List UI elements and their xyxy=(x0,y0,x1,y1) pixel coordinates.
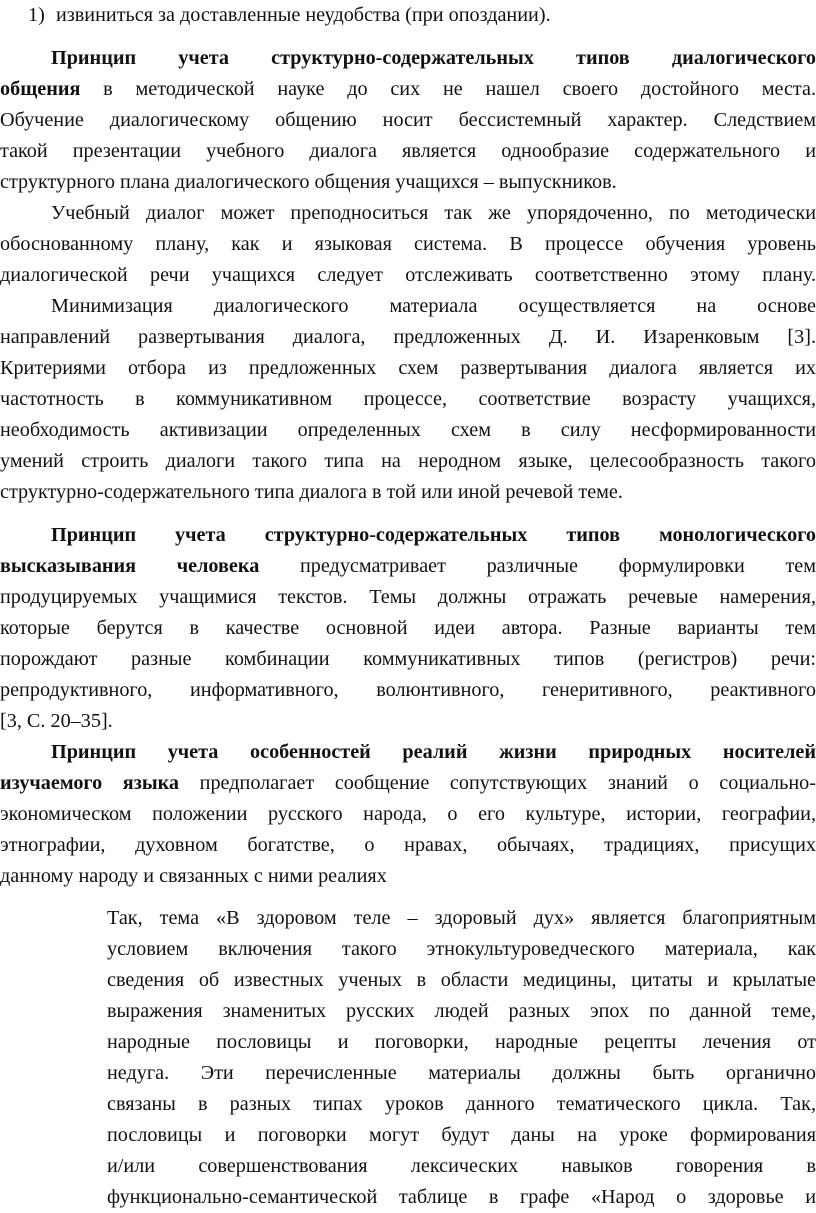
paragraph-line: обоснованному плану, как и языковая система. В процессе обучения уровень xyxy=(0,233,816,255)
paragraph-line: порождают разные комбинации коммуникативных типов (регистров) речи: xyxy=(0,648,816,670)
list-item-number: 1) xyxy=(28,4,45,26)
paragraph-line: Учебный диалог может преподноситься так же упорядоченно, по методически xyxy=(51,202,816,224)
line-text: предусматривает различные формулировки тем xyxy=(259,555,816,577)
paragraph-line xyxy=(51,43,816,74)
paragraph-line xyxy=(0,768,816,799)
paragraph-line: направлений развертывания диалога, предложенных Д. И. Изаренковым [3]. xyxy=(0,326,816,348)
quote-line: условием включения такого этнокультуроведческого материала, как xyxy=(107,938,816,960)
paragraph-line: структурно-содержательного типа диалога в той или иной речевой теме. xyxy=(0,481,623,503)
paragraph-line: продуцируемых учащимися текстов. Темы должны отражать речевые намерения, xyxy=(0,586,816,608)
bold-phrase: Принцип учета структурно-содержательных типов монологического xyxy=(51,524,816,546)
paragraph-line: которые берутся в качестве основной идеи автора. Разные варианты тем xyxy=(0,617,816,639)
paragraph-line xyxy=(51,520,816,551)
bold-phrase: изучаемого языка xyxy=(0,772,180,794)
paragraph-line: репродуктивного, информативного, волюнтивного, генеритивного, реактивного xyxy=(0,679,816,701)
quote-line: пословицы и поговорки могут будут даны на уроке формирования xyxy=(107,1124,816,1146)
quote-line: выражения знаменитых русских людей разных эпох по данной теме, xyxy=(107,1000,816,1022)
list-item-text: извиниться за доставленные неудобства (при опоздании). xyxy=(56,4,551,26)
paragraph-line: структурного плана диалогического общения учащихся – выпускников. xyxy=(0,171,617,193)
bold-phrase: Принцип учета особенностей реалий жизни природных носителей xyxy=(51,741,816,763)
line-text: предполагает сообщение сопутствующих знаний о социально- xyxy=(179,772,816,794)
quote-line: функционально-семантической таблице в графе «Народ о здоровье и xyxy=(107,1186,816,1208)
paragraph-line: Критериями отбора из предложенных схем развертывания диалога является их xyxy=(0,357,816,379)
line-text: в методической науке до сих не нашел своего достойного места. xyxy=(80,78,816,100)
paragraph-line: этнографии, духовном богатстве, о нравах, обычаях, традициях, присущих xyxy=(0,834,816,856)
quote-line: и/или совершенствования лексических навыков говорения в xyxy=(107,1155,816,1177)
paragraph-line: Минимизация диалогического материала осуществляется на основе xyxy=(51,295,816,317)
bold-phrase: высказывания человека xyxy=(0,555,260,577)
quote-line: сведения об известных ученых в области медицины, цитаты и крылатые xyxy=(107,969,816,991)
paragraph-line: данному народу и связанных с ними реалиях xyxy=(0,865,387,887)
quote-line: народные пословицы и поговорки, народные рецепты лечения от xyxy=(107,1031,816,1053)
bold-phrase: общения xyxy=(0,78,81,100)
paragraph-line: частотность в коммуникативном процессе, соответствие возрасту учащихся, xyxy=(0,388,816,410)
paragraph-line: экономическом положении русского народа, о его культуре, истории, географии, xyxy=(0,803,816,825)
paragraph-line xyxy=(0,74,816,105)
paragraph-line: диалогической речи учащихся следует отслеживать соответственно этому плану. xyxy=(0,264,816,286)
paragraph-line: Обучение диалогическому общению носит бессистемный характер. Следствием xyxy=(0,109,816,131)
paragraph-line xyxy=(0,551,816,582)
quote-line: Так, тема «В здоровом теле – здоровый дух» является благоприятным xyxy=(107,907,816,929)
paragraph-line xyxy=(51,737,816,768)
quote-line: недуга. Эти перечисленные материалы должны быть органично xyxy=(107,1062,816,1084)
quote-line: связаны в разных типах уроков данного тематического цикла. Так, xyxy=(107,1093,816,1115)
list-item xyxy=(0,0,816,31)
paragraph-line: необходимость активизации определенных схем в силу несформированности xyxy=(0,419,816,441)
paragraph-line: такой презентации учебного диалога является однообразие содержательного и xyxy=(0,140,816,162)
paragraph-line: [3, С. 20–35]. xyxy=(0,710,113,732)
paragraph-line: умений строить диалоги такого типа на неродном языке, целесообразность такого xyxy=(0,450,816,472)
bold-phrase: Принцип учета структурно-содержательных типов диалогического xyxy=(51,47,816,69)
